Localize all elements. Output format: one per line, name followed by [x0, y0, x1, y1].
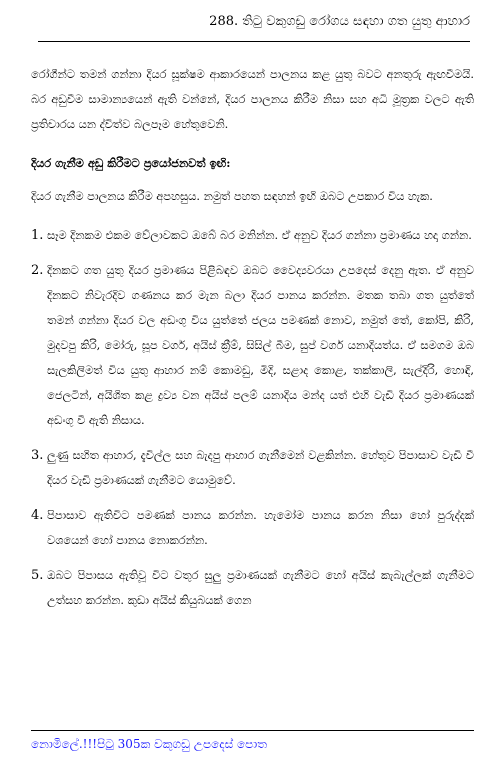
- footer-divider: [31, 730, 474, 731]
- list-item-number: 3.: [31, 448, 44, 463]
- intro-paragraph: රෝගීන්ට තමන් ගන්නා දියර සූක්ෂම ආකාරයෙන් පාලනය කළ යුතු බවට අනතුරු ඇඟවීමයි. බර අඩුවීම සාමාන්‍යයෙන් ඇති වන්නේ, දියර පාලනය කිරීම නිසා සහ අධි මූත්‍රක වලට ඇති ප්‍රතිචාරය යන ද්විත්ව බලපෑම හේතුවෙනි.: [31, 67, 474, 131]
- list-item-text: සෑම දිනකම එකම වේලාවකට ඔබේ බර මනින්න. ඒ අනුව දියර ගන්නා ප්‍රමාණය හදා ගන්න.: [47, 228, 472, 242]
- list-item-text: පිපාසාව ඇතිවිට පමණක් පානය කරන්න. හැමෝම පානය කරන නිසා හෝ පුරුද්දක් වශයෙන් හෝ පානය නොකරන්න.: [47, 508, 474, 547]
- page-header-text: 288. තිටු වකුගඩු රෝගය සඳහා ගත යුතු ආහාර: [209, 14, 470, 29]
- page-footer-text: නොමිලේ.!!!පිටු 305ක වකුගඩු උපදෙස් පොත: [31, 737, 268, 751]
- list-item: [31, 443, 474, 493]
- list-item-text: දිනකට ගත යුතු දියර ප්‍රමාණය පිළිබඳව ඔබට වෛද්‍යවරයා උපදෙස් දෙනු ඇත. ඒ අනුව දිනකට නිවැරදිව ගණනය කර මැන බලා දියර පානය කරන්න. මතක තබා ගත යුත්තේ තමන් ගන්නා දියර වල අඩංගු විය යුත්තේ ජලය පමණක් නොව, නමුත් තේ, කෝපි, කිරි, මුදවපු කිරි, මෝරු, සූප වර්ග, අයිස් ක්‍රීම්, සිසිල් බීම, සුප් වර්ග යනාදියත්ය. ඒ සමගම ඔබ සැලකිලිමත් විය යුතු ආහාර නම් කොමඩු, මිදි, සළාද කොළ, තක්කාලි, සැල්දිරි, හොඳි, ජෙලටින්, අයිශිත කළ ද්‍රව්‍ය වන අයිස් පලම් යනාදිය මන්ද යත් එහි වැඩි දියර ප්‍රමාණයක් අඩංගු වී ඇති නිසාය.: [47, 263, 474, 427]
- page-footer: [31, 734, 267, 754]
- list-item-number: 1.: [31, 228, 44, 243]
- list-item-number: 5.: [31, 568, 44, 583]
- list-item: [31, 258, 474, 433]
- list-item: [31, 223, 474, 248]
- list-item-text: ලුණු සහිත ආහාර, දැවිල්ල සහ බැදපු ආහාර ගැනීමෙන් වළකින්න. හේතුව පිපාසාව වැඩි වී දියර වැඩි ප්‍රමාණයක් ගැනීමට යොමුවේ.: [47, 448, 474, 487]
- header-divider: [38, 41, 470, 42]
- page-header: [38, 12, 470, 32]
- list-item-number: 4.: [31, 508, 44, 523]
- section-heading: දියර ගැනීම අඩු කිරීමට ප්‍රයෝජනවත් ඉඟි:: [31, 156, 231, 170]
- tips-list: [31, 223, 474, 613]
- list-item: [31, 503, 474, 553]
- list-item-text: ඔබට පිපාසය ඇතිවූ විට වතුර සුලු ප්‍රමාණයක් ගැනීමට හෝ අයිස් කැබැල්ලක් ගැනීමට උත්සහ කරන්න. කුඩා අයිස් කියුබයක් ගෙන: [47, 568, 474, 607]
- page-body: [31, 62, 474, 623]
- list-item: [31, 563, 474, 613]
- section-lead: දියර ගැනීම පාලනය කිරීම අපහසුය. නමුත් පහත සඳහන් ඉඟි ඔබට උපකාර විය හැක.: [31, 189, 433, 203]
- list-item-number: 2.: [31, 263, 44, 278]
